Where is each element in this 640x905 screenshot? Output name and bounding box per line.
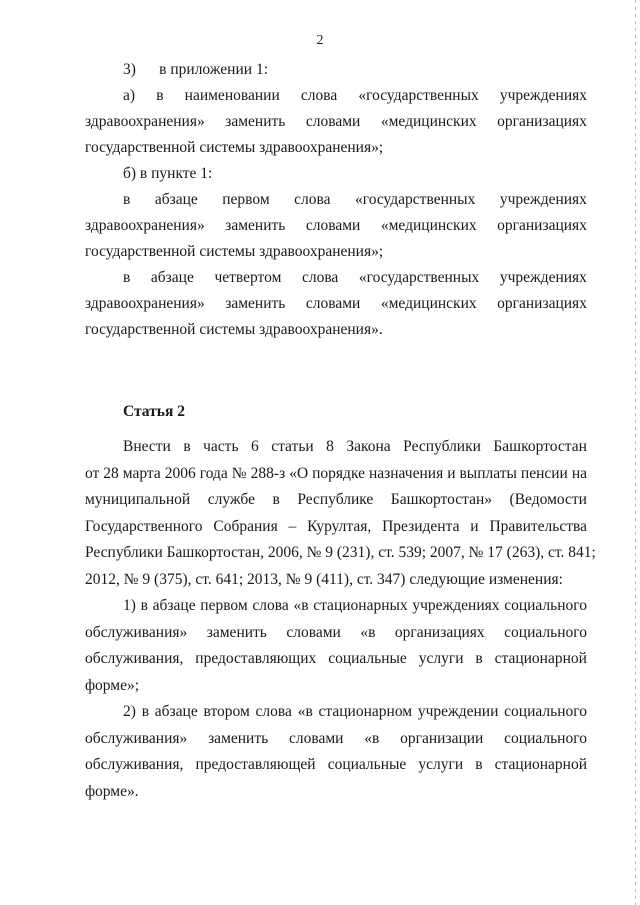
- word: наименовании: [184, 87, 280, 104]
- word: (Ведомости: [509, 491, 587, 508]
- word: статьи: [271, 438, 314, 455]
- word: «государственных: [358, 269, 480, 286]
- word: услуги: [418, 756, 464, 773]
- change-2-line-2: [85, 726, 587, 753]
- change-2-line-3: [85, 752, 587, 779]
- change-2-line-4: форме».: [85, 782, 139, 800]
- word: в: [475, 756, 483, 773]
- word: «государственных: [354, 191, 476, 208]
- word: «медицинских: [380, 295, 477, 312]
- word: организациях: [497, 113, 587, 130]
- word: учреждениях: [499, 191, 587, 208]
- word: «в: [364, 729, 380, 747]
- article-2-p1-line-6: 2012, № 9 (375), ст. 641; 2013, № 9 (411), ст. 347) следующие изменения:: [85, 570, 563, 588]
- word: словами: [305, 295, 361, 312]
- word: Башкортостан»: [390, 491, 493, 508]
- word: организации: [400, 729, 484, 747]
- word: и: [470, 517, 479, 535]
- word: 2) в абзаце втором слова «в стационарном учреждении социального: [123, 703, 587, 720]
- subitem-a-line-1: [85, 83, 587, 109]
- word: в: [123, 269, 131, 286]
- word: организациях: [497, 217, 587, 234]
- word: предоставляющей: [195, 756, 316, 773]
- word: в: [183, 438, 191, 455]
- word: абзаце: [154, 191, 198, 208]
- word: заменить: [225, 217, 286, 234]
- word: абзаце: [150, 269, 194, 286]
- subitem-b1-line-2: [85, 213, 587, 239]
- word: 6: [251, 438, 259, 455]
- change-1-line-3: [85, 646, 587, 673]
- word: «медицинских: [380, 217, 477, 234]
- word: социального: [504, 623, 587, 641]
- word: организациях: [497, 295, 587, 312]
- subitem-b2-line-3: государственной системы здравоохранения».: [85, 321, 383, 338]
- word: Башкортостан: [493, 438, 587, 455]
- word: предоставляющих: [195, 650, 317, 667]
- article-2-p1-line-5: [85, 540, 596, 567]
- article-2-p1-line-1: [85, 434, 587, 461]
- word: часть: [203, 438, 239, 455]
- document-body: [85, 57, 596, 805]
- word: Государственного: [85, 517, 203, 535]
- subitem-b2-line-2: [85, 291, 587, 317]
- word: Республики: [403, 438, 481, 455]
- word: здравоохранения»: [85, 295, 205, 312]
- word: Курултая,: [307, 517, 372, 535]
- word: услуги: [418, 650, 464, 667]
- word: словами: [288, 729, 344, 747]
- word: слова: [300, 87, 338, 104]
- item-3-intro: 3) в приложении 1:: [123, 61, 268, 78]
- subitem-b2-line-1: [85, 265, 587, 291]
- word: 8: [326, 438, 334, 455]
- change-2-line-1: [85, 699, 587, 726]
- subitem-b1-line-3: государственной системы здравоохранения»;: [85, 243, 384, 260]
- article-2-p1-line-4: [85, 514, 587, 541]
- word: обслуживания»: [85, 623, 188, 641]
- word: обслуживания,: [85, 650, 184, 667]
- word: слова: [294, 191, 331, 208]
- word: «медицинских: [380, 113, 477, 130]
- word: социальные: [328, 650, 407, 667]
- subitem-a-line-2: [85, 109, 587, 135]
- word: организациях: [394, 623, 485, 641]
- word: Президента: [382, 517, 460, 535]
- word: словами: [305, 113, 361, 130]
- amendment-item-3: [85, 57, 587, 343]
- subitem-b-title: б) в пункте 1:: [123, 165, 213, 182]
- word: учреждениях: [499, 87, 587, 104]
- word: заменить: [206, 623, 267, 641]
- word: Правительства: [489, 517, 587, 535]
- scan-edge: [635, 0, 636, 905]
- word: здравоохранения»: [85, 113, 205, 130]
- word: стационарной: [494, 756, 587, 773]
- word: учреждениях: [499, 269, 587, 286]
- word: заменить: [225, 295, 286, 312]
- word: заменить: [208, 729, 269, 747]
- word: Внести: [123, 438, 171, 455]
- word: первом: [222, 191, 270, 208]
- word: «в: [360, 623, 376, 641]
- word: муниципальной: [85, 491, 191, 508]
- word: Собрания: [213, 517, 278, 535]
- word: в: [475, 650, 483, 667]
- subitem-b1-line-1: [85, 187, 587, 213]
- word: социальные: [327, 756, 407, 773]
- page-number: 2: [316, 33, 324, 48]
- word: здравоохранения»: [85, 217, 205, 234]
- word: в: [156, 87, 164, 104]
- article-2-p1-line-3: [85, 487, 587, 514]
- article-2: [85, 399, 596, 805]
- word: Республики Башкортостан, 2006, № 9 (231), ст. 539; 2007, № 17 (263), ст. 841;: [85, 544, 596, 561]
- change-1-line-4: форме»;: [85, 676, 140, 694]
- change-1-line-2: [85, 620, 587, 647]
- article-2-heading: Статья 2: [123, 403, 185, 420]
- article-2-p1-line-2: [85, 461, 587, 488]
- word: 1) в абзаце первом слова «в стационарных учреждениях социального: [123, 597, 587, 614]
- subitem-a-line-3: государственной системы здравоохранения»;: [85, 139, 384, 156]
- word: Закона: [346, 438, 391, 455]
- word: слова: [301, 269, 339, 286]
- change-1-line-1: [85, 593, 587, 620]
- word: от 28 марта 2006 года № 288-з «О порядке назначения и выплаты пенсии на: [85, 464, 587, 482]
- word: словами: [305, 217, 361, 234]
- word: четвертом: [214, 269, 282, 286]
- word: словами: [286, 623, 341, 641]
- word: –: [288, 517, 297, 535]
- word: обслуживания,: [85, 756, 184, 773]
- word: в: [272, 491, 280, 508]
- word: стационарной: [494, 650, 587, 667]
- word: в: [123, 191, 131, 208]
- word: обслуживания»: [85, 729, 188, 747]
- word: социального: [504, 729, 587, 747]
- word: заменить: [225, 113, 286, 130]
- word: службе: [207, 491, 255, 508]
- word: Республике: [297, 491, 374, 508]
- word: «государственных: [358, 87, 479, 104]
- word: а): [123, 87, 136, 104]
